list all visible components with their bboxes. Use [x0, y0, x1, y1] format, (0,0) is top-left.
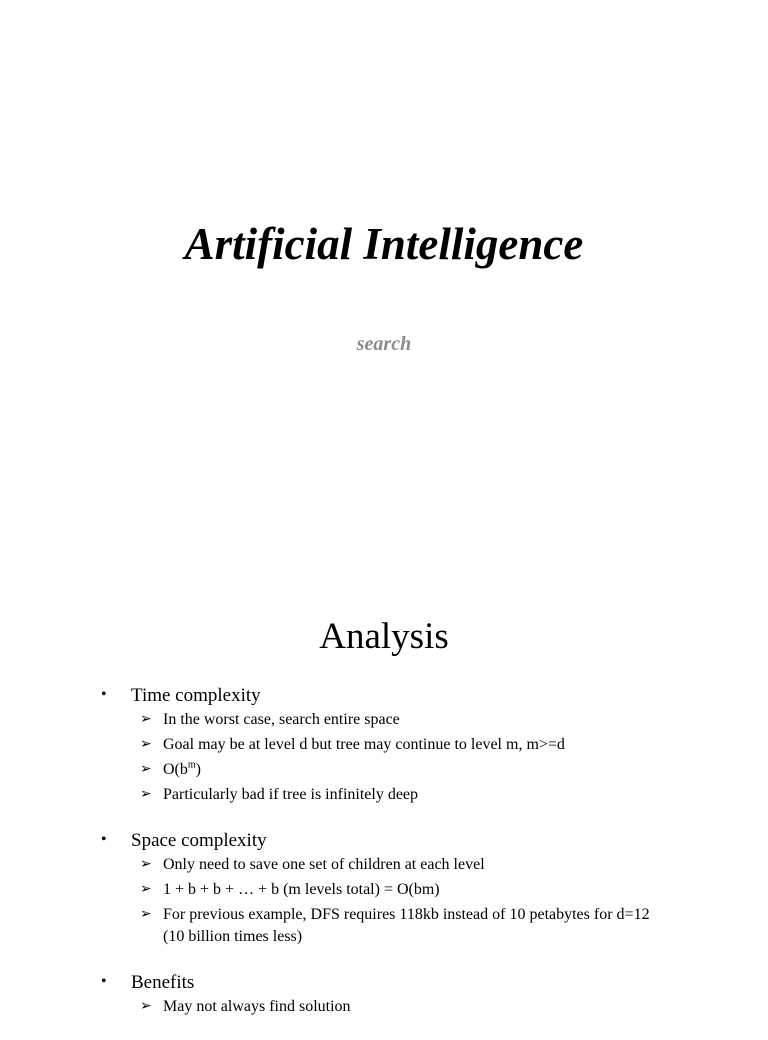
big-o-base: O(b [163, 761, 188, 778]
sub-item-text: May not always find solution [163, 998, 351, 1015]
sub-item [0, 996, 768, 1018]
sub-item-text: Only need to save one set of children at each level [163, 856, 485, 873]
sub-item-text [163, 761, 201, 778]
arrow-bullet-icon: ➢ [140, 712, 152, 727]
sub-item [0, 854, 768, 876]
analysis-bullet-list [0, 683, 768, 1040]
arrow-bullet-icon: ➢ [140, 882, 152, 897]
section-title-analysis: Analysis [319, 616, 449, 657]
slide-subtitle: search [356, 333, 412, 355]
bullet-heading: Time complexity [131, 685, 261, 706]
sub-list-space [0, 854, 768, 948]
bullet-benefits [0, 970, 768, 1018]
sub-item [0, 759, 768, 781]
sub-item [0, 784, 768, 806]
sub-item-text: In the worst case, search entire space [163, 711, 400, 728]
sub-list-benefits [0, 996, 768, 1018]
big-o-tail: ) [195, 761, 201, 778]
bullet-time-complexity [0, 683, 768, 806]
big-o-exponent: m [187, 759, 196, 771]
bullet-dot-icon: • [101, 973, 107, 990]
sub-list-time [0, 709, 768, 806]
arrow-bullet-icon: ➢ [140, 907, 152, 922]
bullet-heading: Benefits [131, 972, 195, 993]
sub-item [0, 709, 768, 731]
arrow-bullet-icon: ➢ [140, 787, 152, 802]
slide-title: Artificial Intelligence [184, 219, 584, 269]
bullet-dot-icon: • [101, 686, 107, 703]
sub-item [0, 904, 768, 948]
arrow-bullet-icon: ➢ [140, 999, 152, 1014]
arrow-bullet-icon: ➢ [140, 737, 152, 752]
bullet-heading: Space complexity [131, 830, 267, 851]
bullet-space-complexity [0, 828, 768, 948]
sub-item-text: 1 + b + b + … + b (m levels total) = O(bm) [163, 881, 440, 898]
arrow-bullet-icon: ➢ [140, 762, 152, 777]
arrow-bullet-icon: ➢ [140, 857, 152, 872]
sub-item-text: For previous example, DFS requires 118kb instead of 10 petabytes for d=12 (10 billion times less) [163, 906, 650, 945]
sub-item [0, 734, 768, 756]
bullet-dot-icon: • [101, 831, 107, 848]
sub-item [0, 879, 768, 901]
sub-item-text: Particularly bad if tree is infinitely deep [163, 786, 419, 803]
sub-item-text: Goal may be at level d but tree may continue to level m, m>=d [163, 736, 565, 753]
